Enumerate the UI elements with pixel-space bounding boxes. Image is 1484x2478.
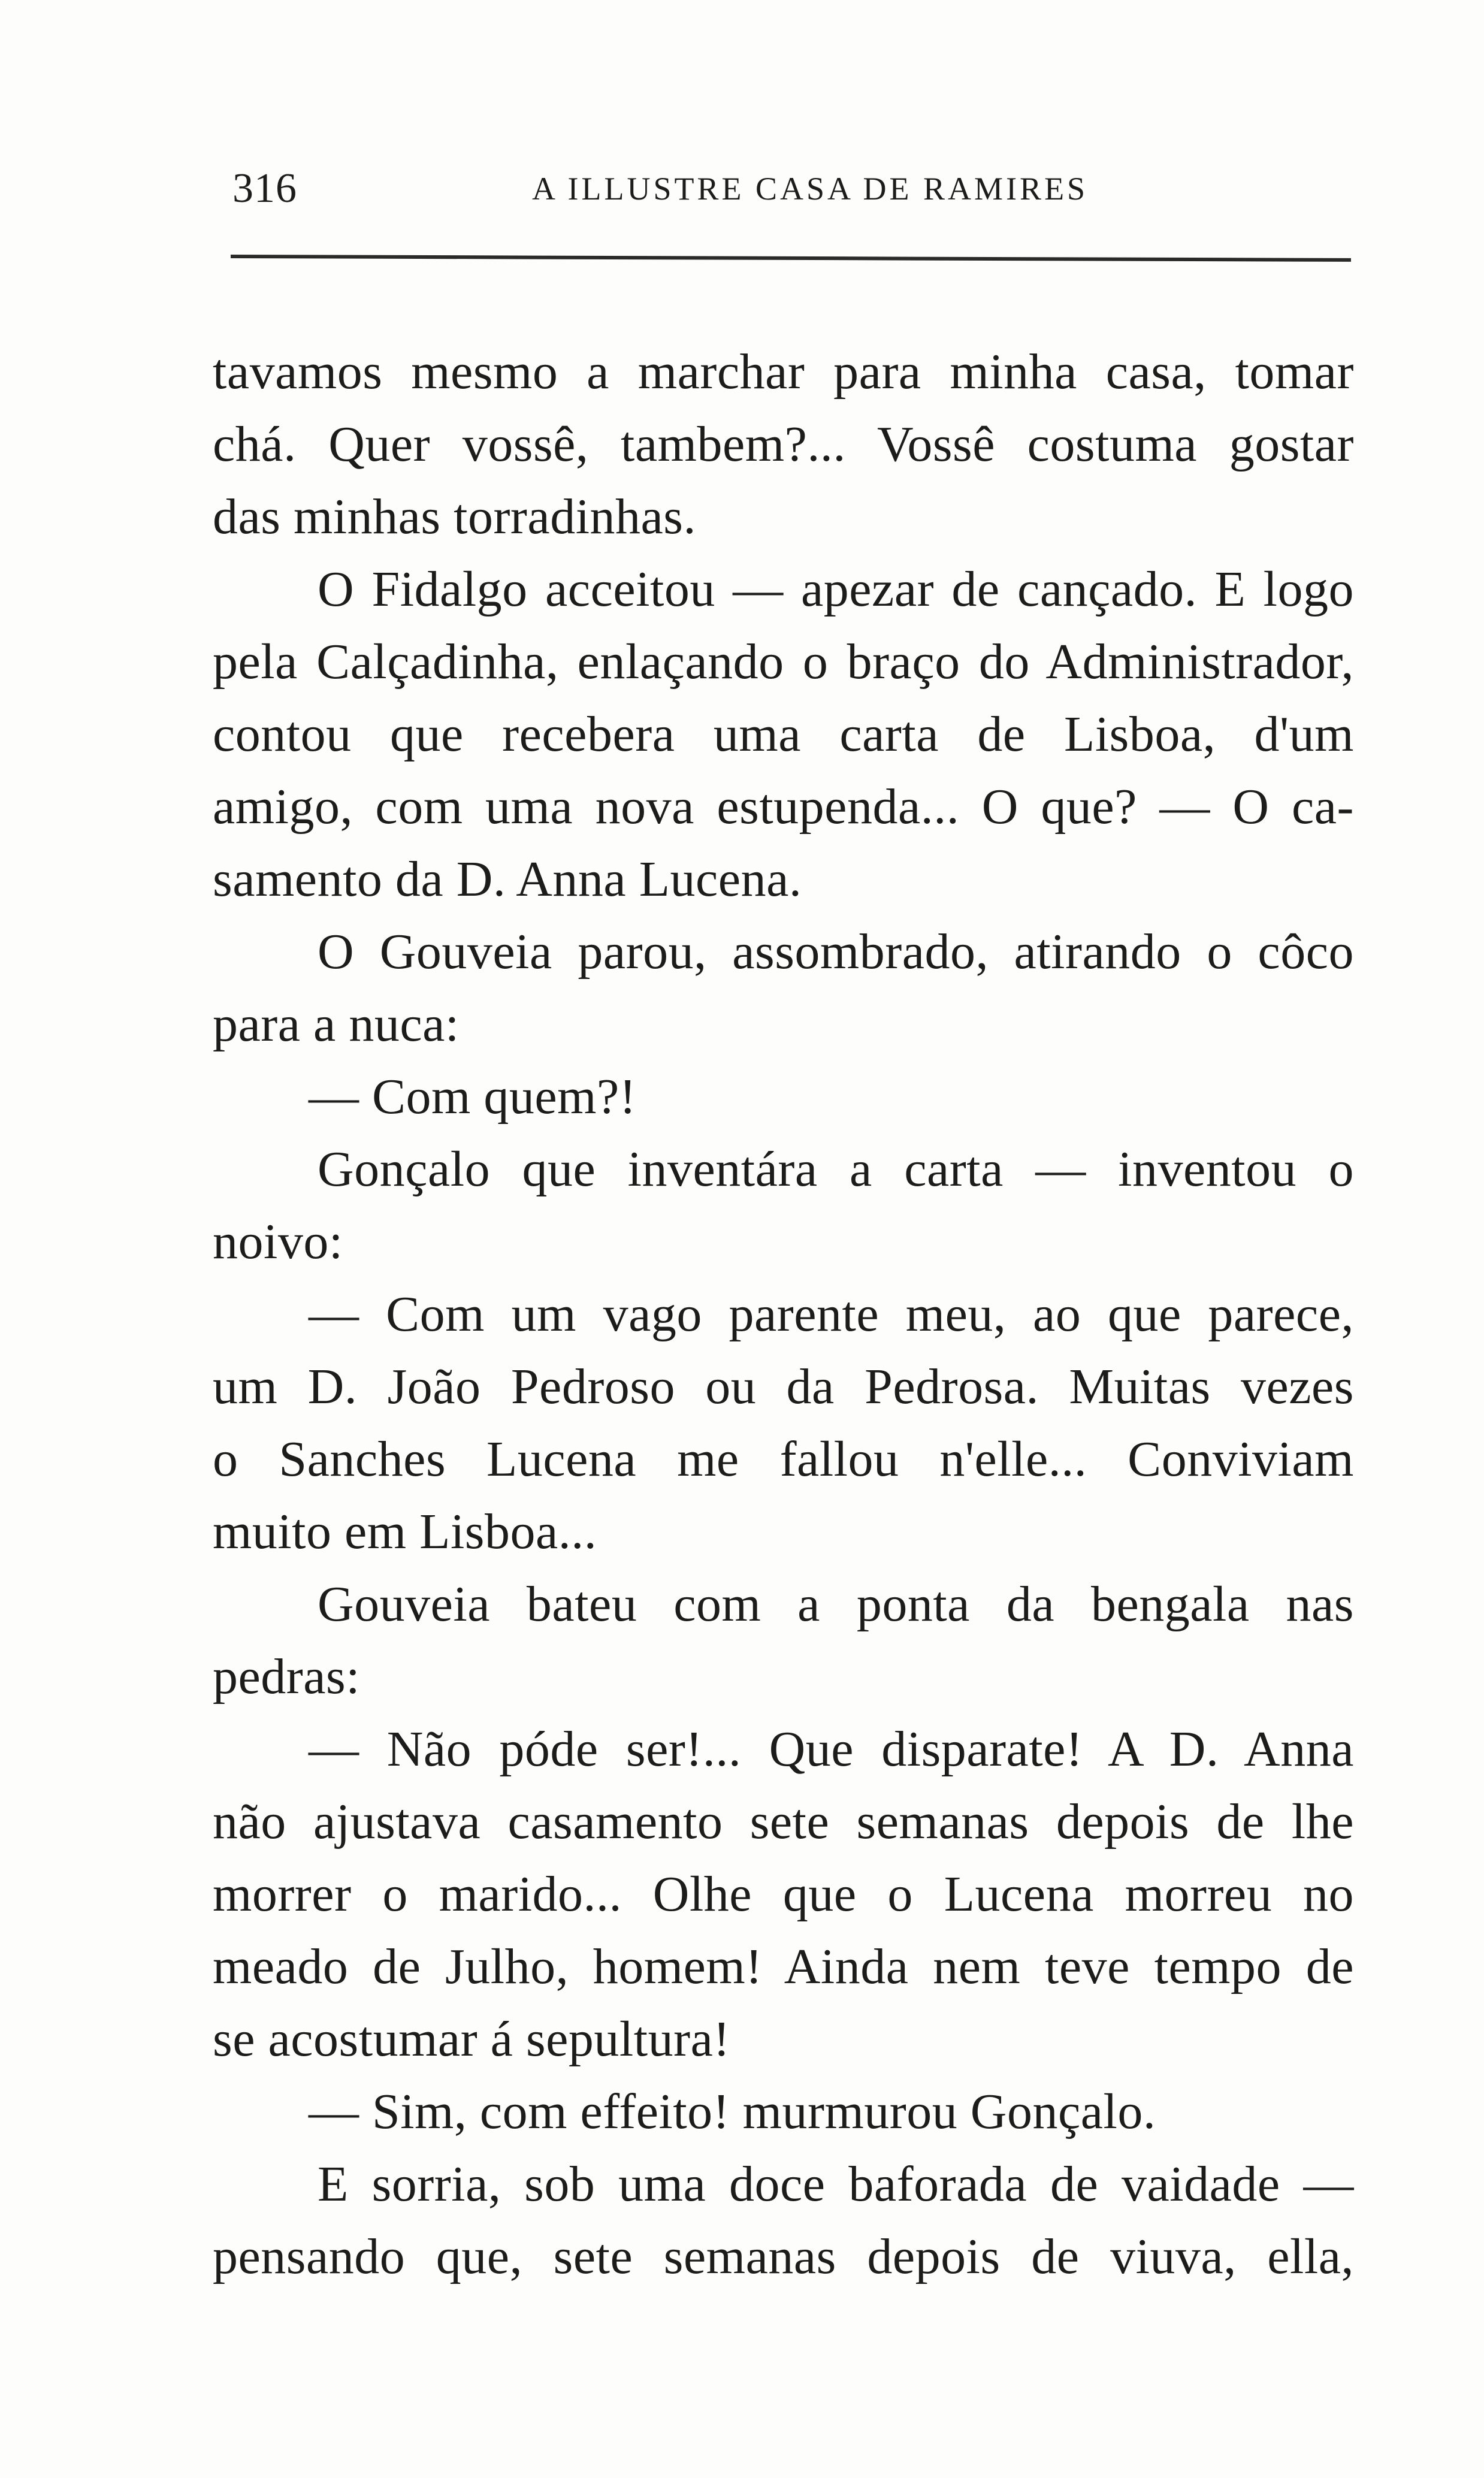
text-line: pela Calçadinha, enlaçando o braço do Administrador, [213,634,1354,690]
text-line: pedras: [213,1649,361,1705]
text-line: muito em Lisboa... [213,1504,597,1560]
text-line: contou que recebera uma carta de Lisboa, d'um [213,706,1354,762]
text-line: noivo: [213,1214,343,1270]
body-text [213,336,1354,2293]
text-line: morrer o marido... Olhe que o Lucena morreu no [213,1866,1354,1922]
running-title: A ILLUSTRE CASA DE RAMIRES [532,171,1089,207]
header-rule [231,255,1351,262]
text-line: Gonçalo que inventára a carta — inventou o [318,1141,1354,1197]
text-line: O Fidalgo acceitou — apezar de cançado. E logo [318,561,1354,617]
text-line: um D. João Pedroso ou da Pedrosa. Muitas vezes [213,1359,1354,1415]
text-line: O Gouveia parou, assombrado, atirando o côco [318,924,1354,980]
text-line: das minhas torradinhas. [213,489,696,545]
text-line: — Não póde ser!... Que disparate! A D. Anna [309,1721,1354,1777]
text-line: tavamos mesmo a marchar para minha casa, tomar [213,344,1354,400]
text-line: — Sim, com effeito! murmurou Gonçalo. [309,2084,1156,2139]
text-line: — Com quem?! [309,1069,637,1125]
text-line: chá. Quer vossê, tambem?... Vossê costuma gostar [213,416,1354,472]
text-line: para a nuca: [213,996,460,1052]
text-line: E sorria, sob uma doce baforada de vaidade — [318,2156,1354,2212]
text-line: samento da D. Anna Lucena. [213,851,802,907]
text-line: Gouveia bateu com a ponta da bengala nas [318,1576,1354,1632]
text-line: — Com um vago parente meu, ao que parece, [309,1286,1354,1342]
text-line: meado de Julho, homem! Ainda nem teve tempo de [213,1939,1354,1995]
text-line: se acostumar á sepultura! [213,2011,730,2067]
text-line: amigo, com uma nova estupenda... O que? — O ca- [213,779,1354,835]
text-line: não ajustava casamento sete semanas depois de lhe [213,1794,1354,1850]
text-line: pensando que, sete semanas depois de viuva, ella, [213,2229,1354,2284]
page-number: 316 [232,165,297,211]
text-line: o Sanches Lucena me fallou n'elle... Conviviam [213,1431,1354,1487]
running-head [232,162,1353,216]
